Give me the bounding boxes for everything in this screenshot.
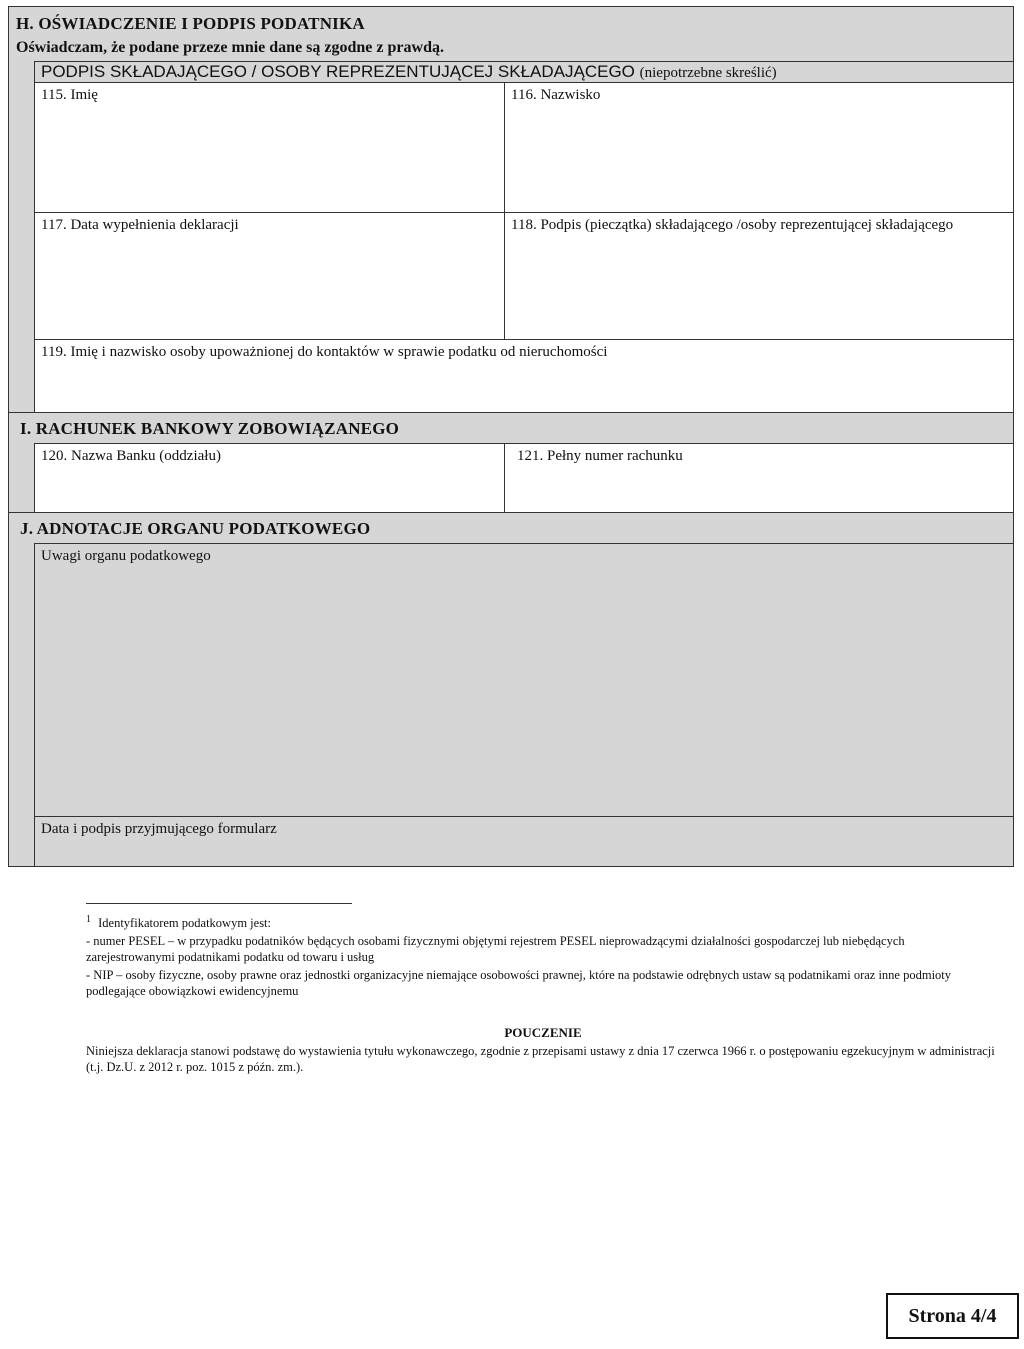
field-121-account-number[interactable] (504, 443, 1014, 513)
signature-header-note: (niepotrzebne skreślić) (639, 65, 777, 81)
footnote-intro-line (86, 912, 996, 931)
section-i-title: I. RACHUNEK BANKOWY ZOBOWIĄZANEGO (20, 419, 400, 438)
pouczenie-title: POUCZENIE (504, 1025, 582, 1040)
first-name-input[interactable] (35, 105, 504, 122)
receiver-signature-box (34, 816, 1014, 867)
account-number-input[interactable] (505, 466, 1013, 483)
tax-office-remarks-label: Uwagi organu podatkowego (41, 548, 211, 564)
section-j-title: J. ADNOTACJE ORGANU PODATKOWEGO (20, 519, 371, 538)
field-121-label: 121. Pełny numer rachunku (517, 448, 683, 464)
footnote-divider (86, 903, 352, 904)
receiver-signature-label: Data i podpis przyjmującego formularz (41, 821, 277, 837)
field-117-fill-date[interactable] (34, 212, 505, 340)
signature-input[interactable] (505, 235, 1013, 252)
field-120-label: 120. Nazwa Banku (oddziału) (41, 448, 221, 464)
section-h-statement: Oświadczam, że podane przeze mnie dane są zgodne z prawdą. (16, 39, 444, 56)
section-h-title: H. OŚWIADCZENIE I PODPIS PODATNIKA (16, 14, 365, 33)
footnote-marker: 1 (86, 914, 91, 925)
page-number: Strona 4/4 (908, 1305, 997, 1327)
fill-date-input[interactable] (35, 235, 504, 252)
field-120-bank-name[interactable] (34, 443, 505, 513)
tax-office-remarks-box (34, 543, 1014, 817)
field-116-label: 116. Nazwisko (511, 87, 601, 103)
page-number-box (886, 1293, 1019, 1339)
field-118-label: 118. Podpis (pieczątka) składającego /osoby reprezentującej składającego (511, 217, 954, 233)
contact-person-input[interactable] (35, 362, 1013, 379)
footnote-pesel: - numer PESEL – w przypadku podatników będących osobami fizycznymi objętymi rejestrem PESEL nieprowadzącymi działalności gospodarczej lub niebędących zarejestrowanymi podatnikami podatku od towaru i usług (86, 934, 905, 965)
surname-input[interactable] (505, 105, 1013, 122)
field-115-label: 115. Imię (41, 87, 98, 103)
field-119-label: 119. Imię i nazwisko osoby upoważnionej do kontaktów w sprawie podatku od nieruchomości (41, 344, 608, 360)
bank-name-input[interactable] (35, 466, 504, 483)
field-119-contact-person[interactable] (34, 339, 1014, 413)
footnote-nip: - NIP – osoby fizyczne, osoby prawne oraz jednostki organizacyjne niemające osobowości prawnej, które na podstawie odrębnych ustaw są podatnikami oraz inne podmioty podlegające obowiązkowi ewidencyjnemu (86, 968, 952, 999)
field-115-first-name[interactable] (34, 82, 505, 213)
signature-header-text: PODPIS SKŁADAJĄCEGO / OSOBY REPREZENTUJĄCEJ SKŁADAJĄCEGO (41, 62, 635, 81)
field-118-signature[interactable] (504, 212, 1014, 340)
field-116-surname[interactable] (504, 82, 1014, 213)
field-117-label: 117. Data wypełnienia deklaracji (41, 217, 239, 233)
signature-header (34, 61, 1014, 83)
footnote (86, 912, 996, 999)
pouczenie-text: Niniejsza deklaracja stanowi podstawę do wystawienia tytułu wykonawczego, zgodnie z przepisami ustawy z dnia 17 czerwca 1966 r. o postępowaniu egzekucyjnym w administracji (t.j. Dz.U. z 2012 r. poz. 1015 z późn. zm.). (86, 1044, 995, 1074)
footnote-intro: Identyfikatorem podatkowym jest: (98, 916, 272, 931)
